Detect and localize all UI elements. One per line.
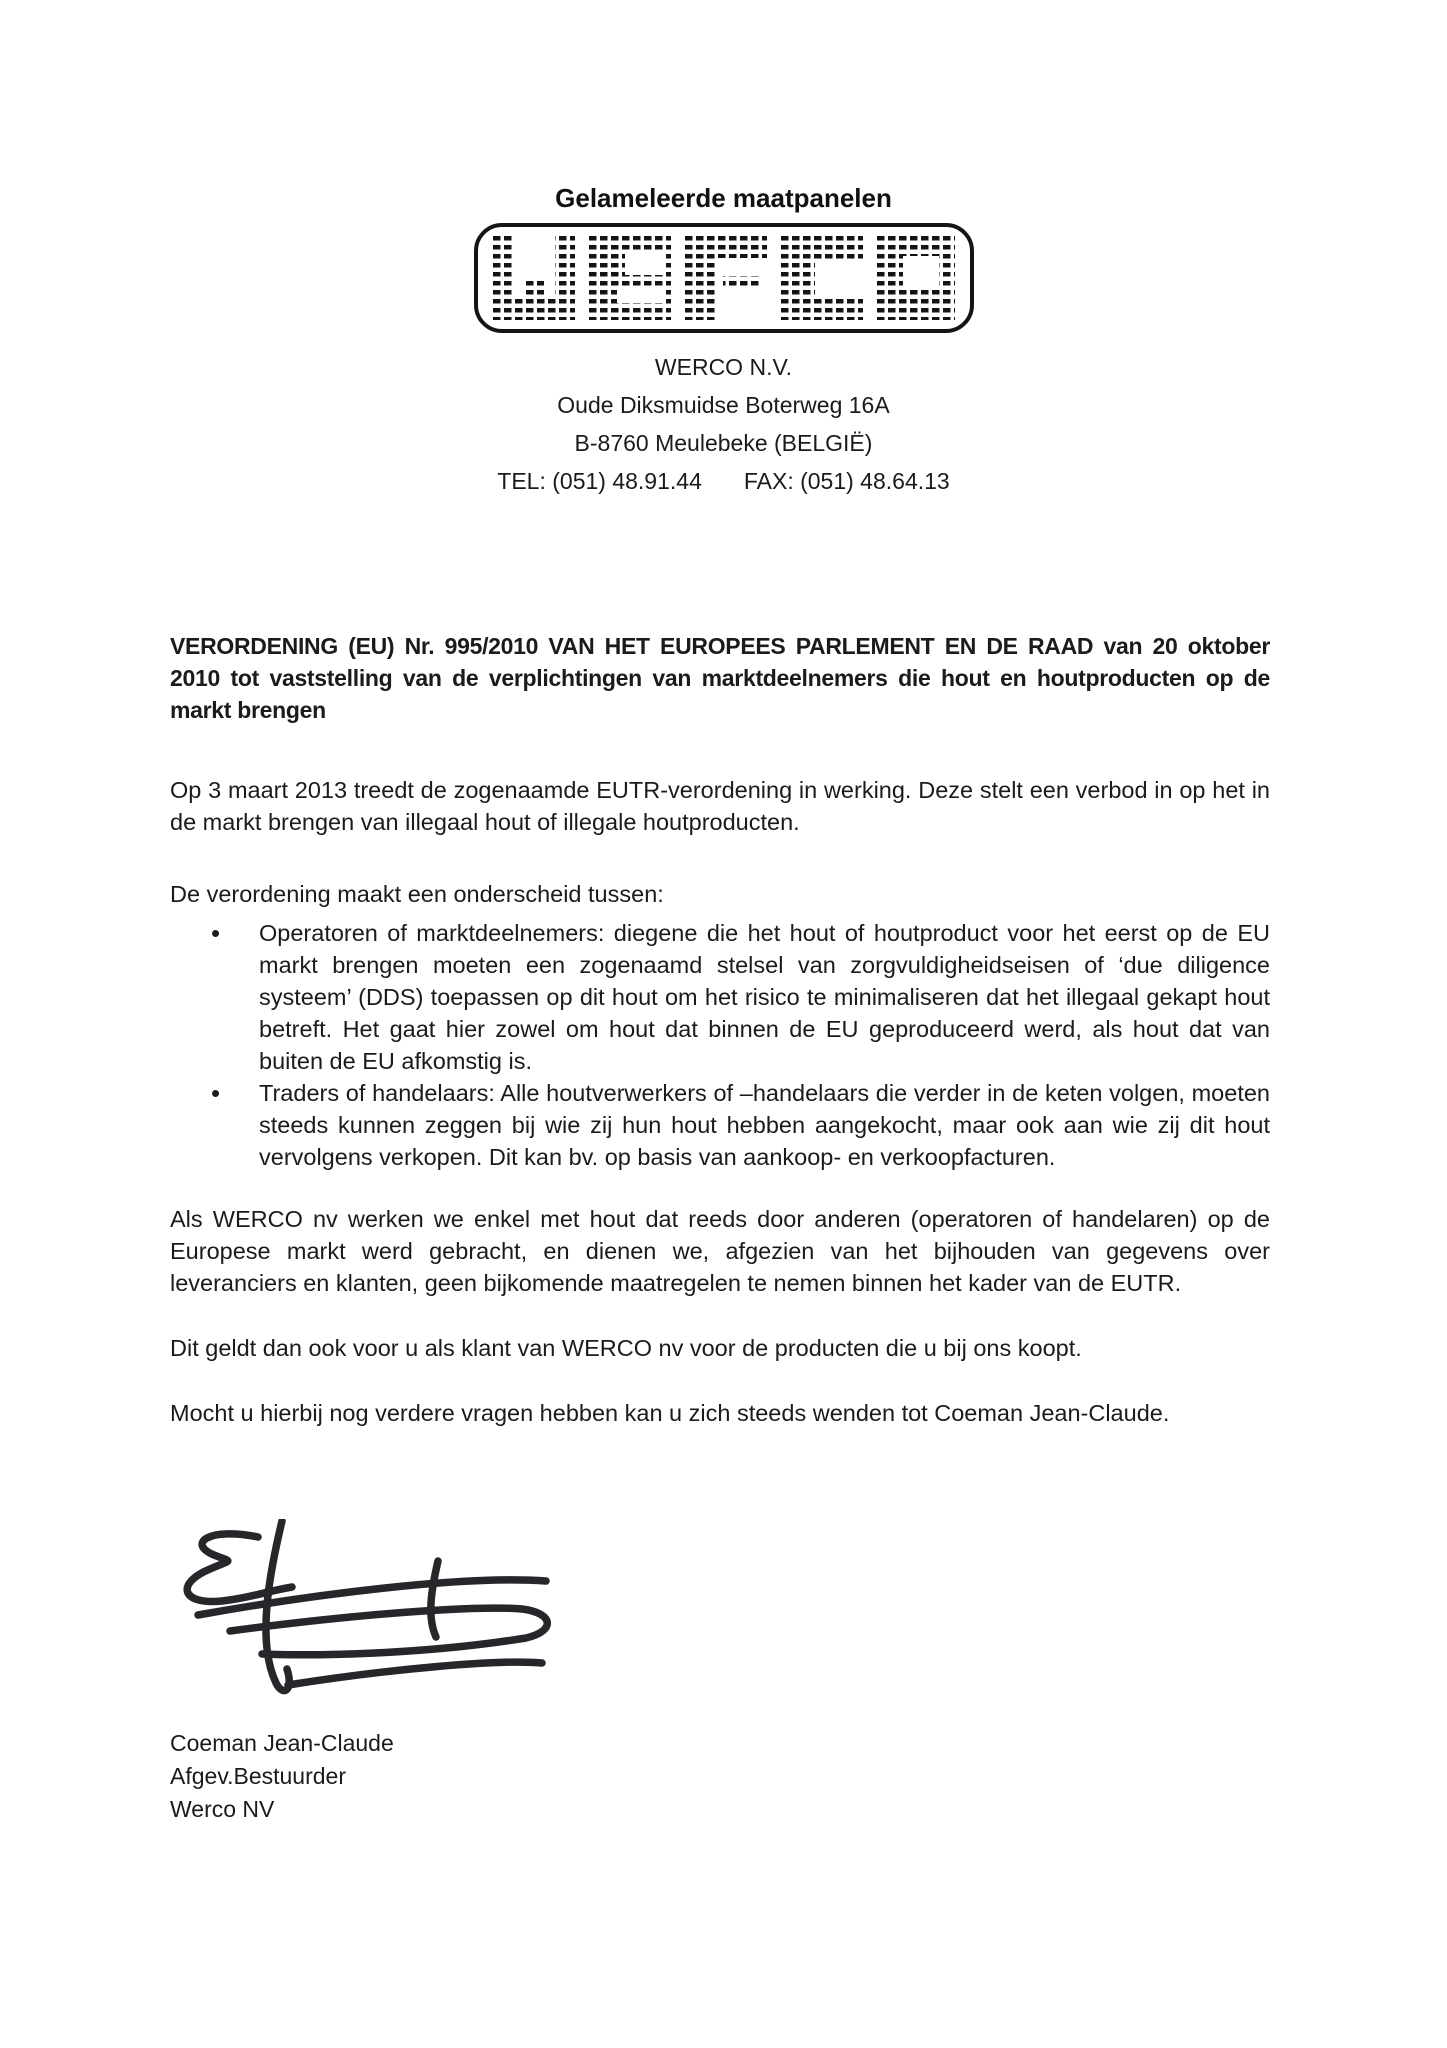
logo-letter-e	[589, 236, 671, 320]
signer-name: Coeman Jean-Claude	[170, 1730, 394, 1756]
regulation-heading: VERORDENING (EU) Nr. 995/2010 VAN HET EUROPEES PARLEMENT EN DE RAAD van 20 oktober 2010 tot vaststelling van de verplichtingen van marktdeelnemers die hout en houtproducten op de markt brengen	[170, 633, 1270, 723]
fax-number: FAX: (051) 48.64.13	[743, 468, 950, 494]
paragraph-clients: Dit geldt dan ook voor u als klant van WERCO nv voor de producten die u bij ons koopt.	[170, 1335, 1082, 1361]
list-intro: De verordening maakt een onderscheid tussen:	[170, 881, 664, 907]
list-item-traders: • Traders of handelaars: Alle houtverwerkers of –handelaars die verder in de keten volgen, moeten steeds kunnen zeggen bij wie zij hun hout hebben aangekocht, maar ook aan wie zij dit hout vervolgens verkopen. Dit kan bv. op basis van aankoop- en verkoopfacturen.	[259, 1077, 1270, 1173]
werco-logo-image	[473, 222, 975, 334]
logo-letter-o	[877, 236, 955, 320]
letterhead	[0, 0, 1447, 500]
paragraph-eutr-intro: Op 3 maart 2013 treedt de zogenaamde EUTR-verordening in werking. Deze stelt een verbod in op het in de markt brengen van illegaal hout of illegale houtproducten.	[170, 777, 1270, 835]
logo-letter-r	[685, 236, 767, 320]
company-name: WERCO N.V.	[654, 354, 793, 380]
signature-block	[170, 1727, 1270, 1826]
list-item-operatoren: • Operatoren of marktdeelnemers: diegene die het hout of houtproduct voor het eerst op de EU markt brengen moeten een zogenaamd stelsel van zorgvuldigheidseisen of ‘due diligence systeem’ (DDS) toepassen op dit hout om het risico te minimaliseren dat het illegaal gekapt hout betreft. Het gaat hier zowel om hout dat binnen de EU geproduceerd werd, als hout dat van buiten de EU afkomstig is.	[259, 917, 1270, 1077]
signature-image	[170, 1519, 570, 1717]
tagline: Gelameleerde maatpanelen	[555, 183, 892, 213]
paragraph-contact: Mocht u hierbij nog verdere vragen hebben kan u zich steeds wenden tot Coeman Jean-Claude.	[170, 1400, 1170, 1426]
address-line-1: Oude Diksmuidse Boterweg 16A	[557, 392, 890, 418]
address-line-2: B-8760 Meulebeke (BELGIË)	[574, 430, 873, 456]
distinction-list	[170, 917, 1270, 1173]
signer-role: Afgev.Bestuurder	[170, 1763, 347, 1789]
letter-body	[170, 630, 1270, 1826]
phone-number: TEL: (051) 48.91.44	[497, 468, 702, 494]
contact-line	[0, 462, 1447, 500]
logo-letter-w	[493, 236, 575, 320]
signer-company: Werco NV	[170, 1796, 275, 1822]
logo-letter-c	[781, 236, 863, 320]
paragraph-werco-position: Als WERCO nv werken we enkel met hout dat reeds door anderen (operatoren of handelaren) op de Europese markt werd gebracht, en dienen we, afgezien van het bijhouden van gegevens over leveranciers en klanten, geen bijkomende maatregelen te nemen binnen het kader van de EUTR.	[170, 1206, 1270, 1296]
werco-logo	[473, 222, 975, 334]
